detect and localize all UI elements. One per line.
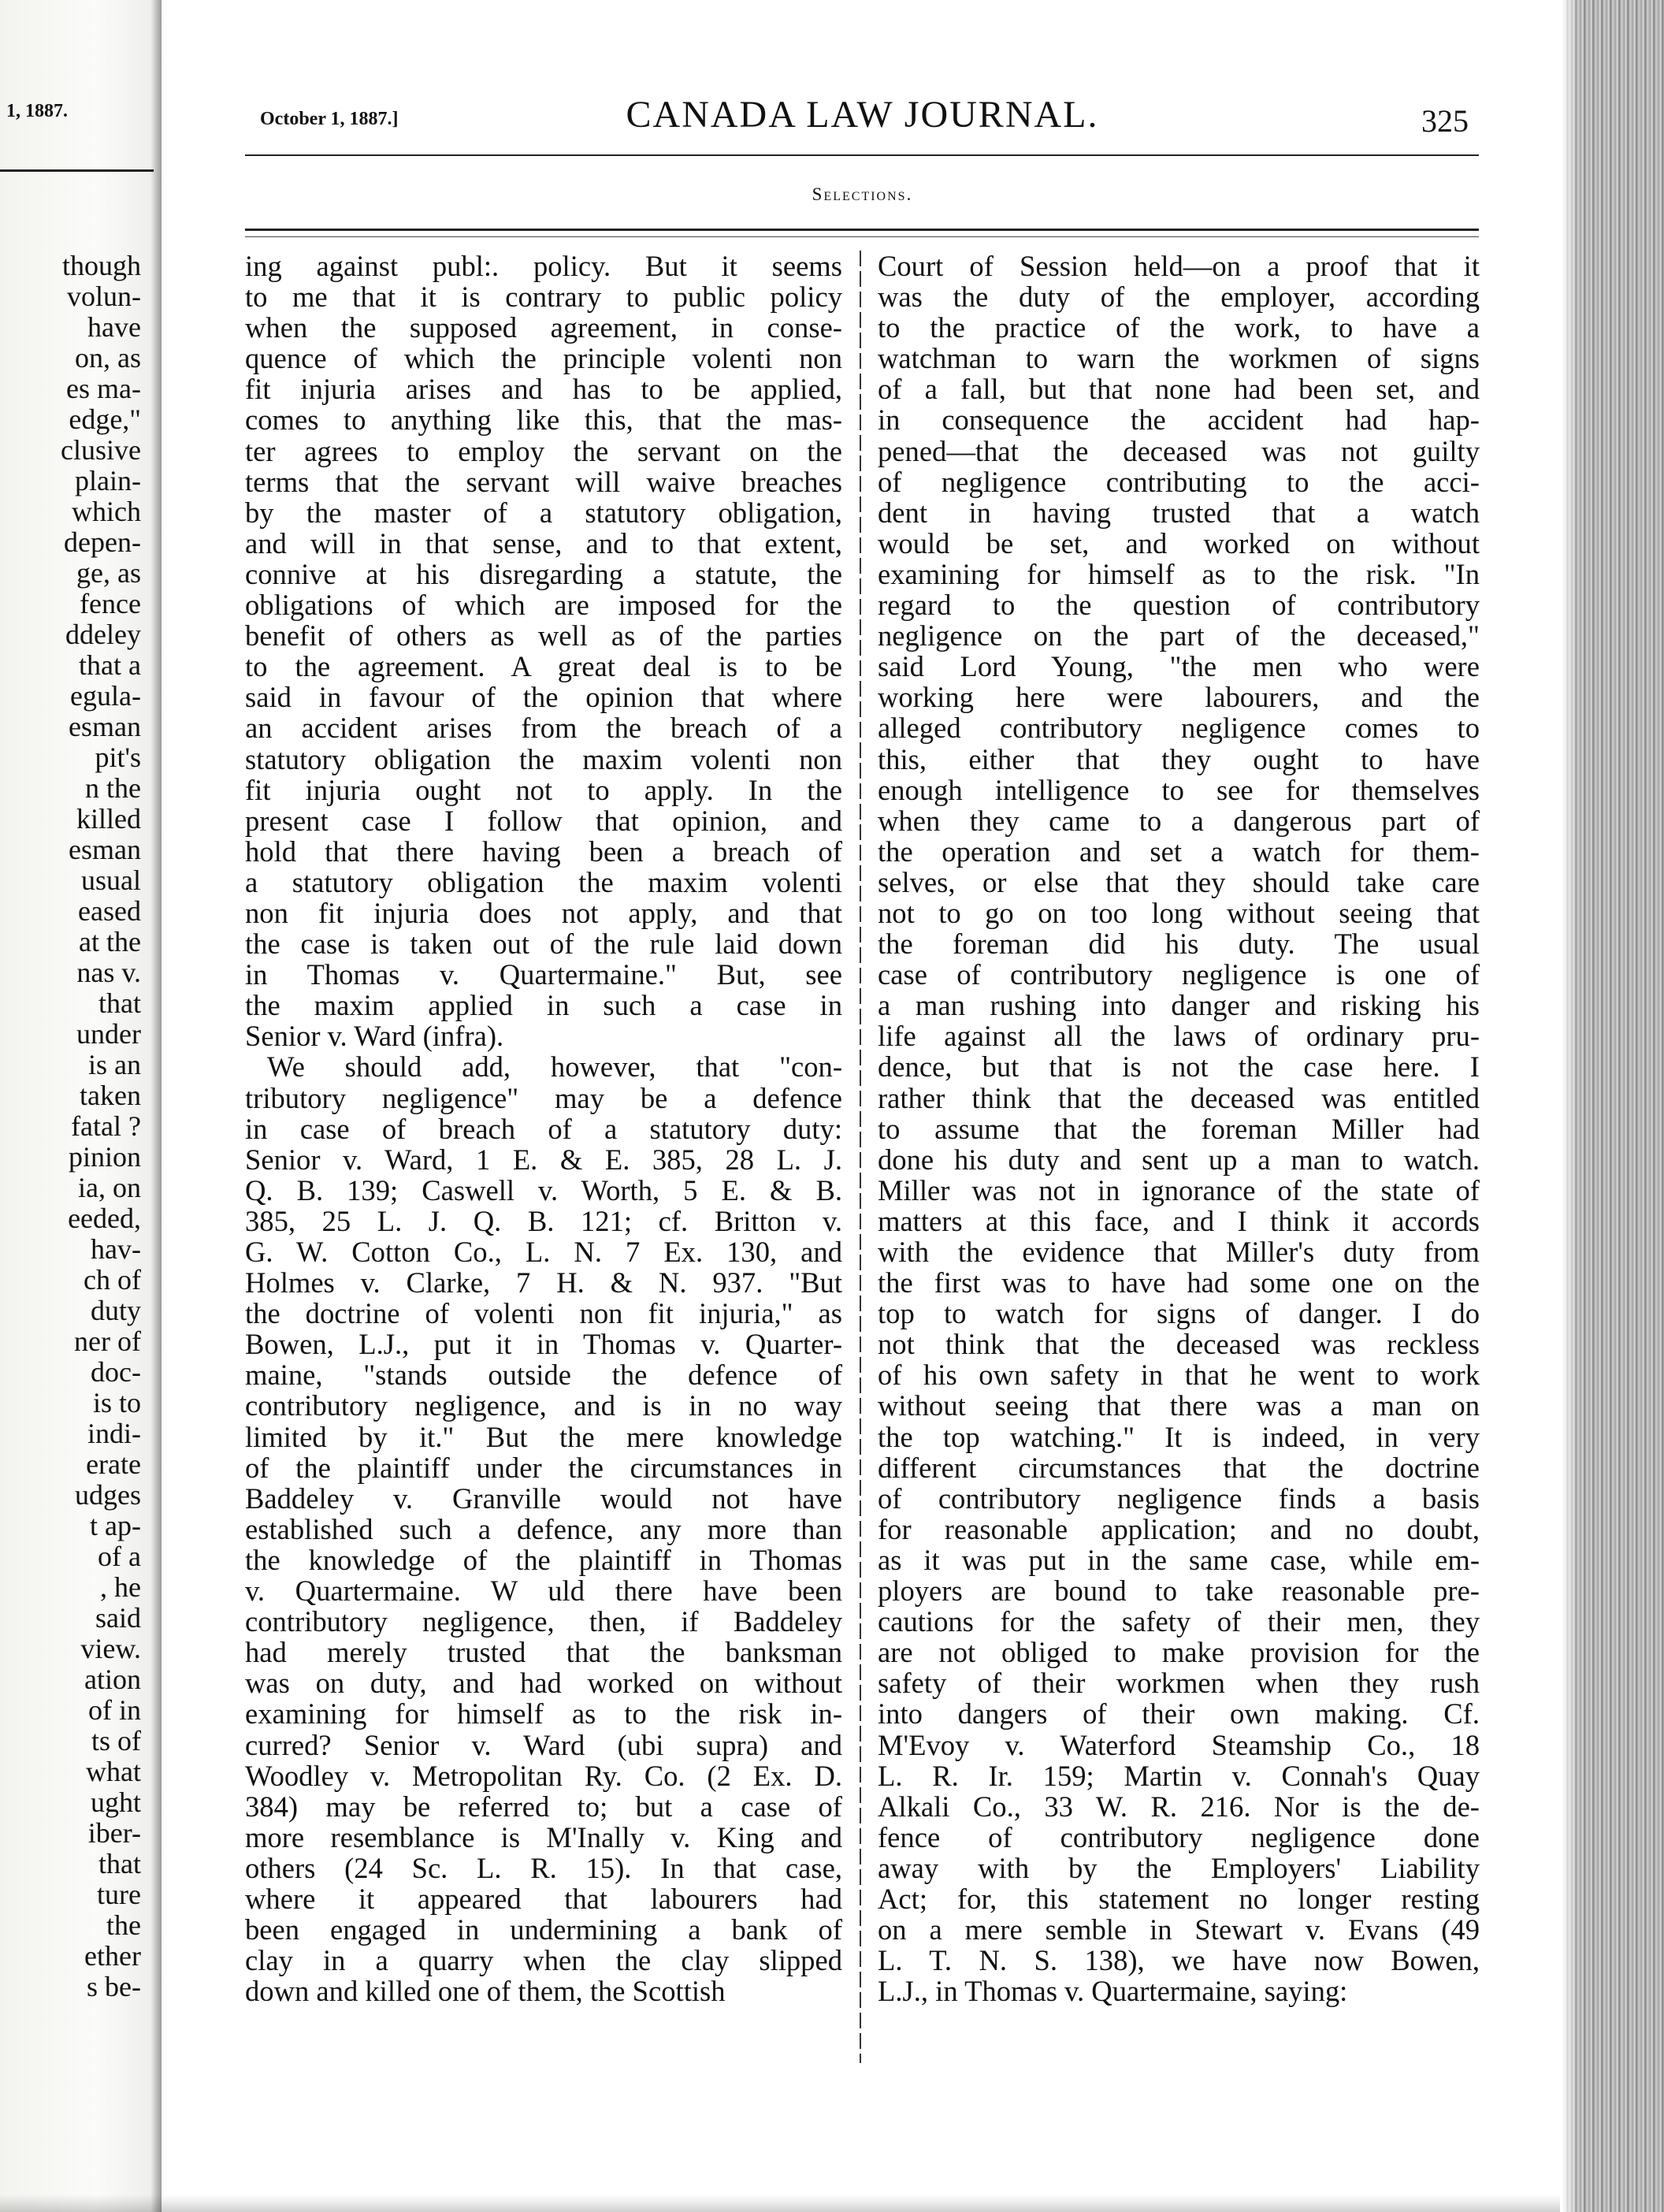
left-column-line: the knowledge of the plaintiff in Thomas xyxy=(245,1543,842,1576)
left-column-line: Q. B. 139; Caswell v. Worth, 5 E. & B. xyxy=(245,1173,842,1206)
previous-page-line: , he xyxy=(100,1571,141,1603)
left-column-line: established such a defence, any more than xyxy=(245,1512,842,1545)
previous-page-line: edge," xyxy=(69,403,141,435)
section-title: Selections. xyxy=(812,184,913,204)
right-column-line: not think that the deceased was reckless xyxy=(878,1328,1480,1361)
left-column-line: an accident arises from the breach of a xyxy=(245,712,842,745)
left-column-line: contributory negligence, then, if Baddeley xyxy=(245,1605,842,1638)
right-column-line: different circumstances that the doctrine xyxy=(878,1451,1480,1484)
previous-page-line: under xyxy=(76,1018,141,1050)
previous-page-line: volun- xyxy=(67,281,141,312)
left-column-line: Holmes v. Clarke, 7 H. & N. 937. "But xyxy=(245,1266,842,1299)
previous-page-line: ether xyxy=(84,1940,141,1972)
left-column-line: 385, 25 L. J. Q. B. 121; cf. Britton v. xyxy=(245,1204,842,1237)
previous-page-line: fence xyxy=(80,588,141,619)
header-rule xyxy=(245,154,1479,156)
left-column-line: benefit of others as well as of the parties xyxy=(245,619,842,652)
left-column-line: ing against publ:. policy. But it seems xyxy=(245,250,842,282)
issue-date: October 1, 1887.] xyxy=(260,109,399,129)
previous-page-line: ia, on xyxy=(78,1172,141,1203)
left-column-line: when the supposed agreement, in conse- xyxy=(245,311,842,344)
previous-page-line: eeded, xyxy=(68,1203,141,1234)
left-column-line: and will in that sense, and to that extent, xyxy=(245,526,842,560)
right-column-line: cautions for the safety of their men, they xyxy=(878,1605,1480,1638)
right-column-line: enough intelligence to see for themselves xyxy=(878,773,1480,806)
right-column-line: dence, but that is not the case here. I xyxy=(878,1050,1480,1084)
left-column-line: limited by it." But the mere knowledge xyxy=(245,1420,842,1453)
previous-page-line: erate xyxy=(86,1448,141,1480)
left-column-line: Woodley v. Metropolitan Ry. Co. (2 Ex. D. xyxy=(245,1759,842,1792)
previous-page-line: es ma- xyxy=(66,373,141,404)
right-column-line: working here were labourers, and the xyxy=(878,681,1480,714)
right-column-line: was the duty of the employer, according xyxy=(878,281,1480,314)
previous-page-line: udges xyxy=(75,1479,141,1511)
left-column-line: Senior v. Ward, 1 E. & E. 385, 28 L. J. xyxy=(245,1143,842,1176)
right-column-line: done his duty and sent up a man to watch. xyxy=(878,1143,1480,1176)
book-page-edges xyxy=(1563,0,1664,2212)
right-column-line: without seeing that there was a man on xyxy=(878,1389,1480,1422)
previous-page-line: that xyxy=(98,1848,141,1879)
left-column-line: more resemblance is M'Inally v. King and xyxy=(245,1820,842,1853)
previous-page-line: pit's xyxy=(95,742,141,773)
left-column-line: v. Quartermaine. W uld there have been xyxy=(245,1574,842,1608)
right-column-line: the foreman did his duty. The usual xyxy=(878,928,1480,961)
left-column-line: present case I follow that opinion, and xyxy=(245,804,842,837)
previous-page-line: what xyxy=(86,1756,141,1787)
right-column-line: life against all the laws of ordinary pru- xyxy=(878,1020,1480,1053)
previous-page-line: though xyxy=(61,250,141,281)
left-column-line: clay in a quarry when the clay slipped xyxy=(245,1944,842,1977)
previous-page-line: which xyxy=(72,496,141,527)
previous-page-line: fatal ? xyxy=(71,1110,141,1142)
left-column-line: was on duty, and had worked on without xyxy=(245,1667,842,1700)
running-head xyxy=(162,85,1563,148)
left-column-line: in Thomas v. Quartermaine." But, see xyxy=(245,958,842,991)
right-column-line: alleged contributory negligence comes to xyxy=(878,712,1480,745)
previous-page-line: ge, as xyxy=(76,557,141,589)
previous-page-line: have xyxy=(87,311,141,343)
left-column-line: comes to anything like this, that the mas- xyxy=(245,403,842,437)
previous-page-line: indi- xyxy=(87,1418,141,1449)
previous-page-line: egula- xyxy=(70,680,141,712)
left-column-line: fit injuria arises and has to be applied, xyxy=(245,373,842,406)
left-column-line: Bowen, L.J., put it in Thomas v. Quarter- xyxy=(245,1328,842,1361)
previous-page-line: the xyxy=(106,1909,141,1941)
left-column-line: statutory obligation the maxim volenti non xyxy=(245,742,842,775)
right-column-line: Miller was not in ignorance of the state of xyxy=(878,1173,1480,1206)
right-column-line: rather think that the deceased was entitled xyxy=(878,1081,1480,1114)
right-column-line: of a fall, but that none had been set, and xyxy=(878,373,1480,406)
right-column-line: regard to the question of contributory xyxy=(878,589,1480,622)
right-column-line: of contributory negligence finds a basis xyxy=(878,1481,1480,1515)
left-column-line: the doctrine of volenti non fit injuria," as xyxy=(245,1297,842,1330)
left-column-line: the maxim applied in such a case in xyxy=(245,989,842,1022)
previous-page-line: eased xyxy=(78,895,141,927)
right-column-line: into dangers of their own making. Cf. xyxy=(878,1697,1480,1731)
previous-page-line: duty xyxy=(90,1295,141,1326)
left-column-line: quence of which the principle volenti non xyxy=(245,342,842,375)
right-column-line: this, either that they ought to have xyxy=(878,742,1480,775)
previous-page-header: 1, 1887. xyxy=(6,101,68,121)
right-column-line: are not obliged to make provision for the xyxy=(878,1636,1480,1669)
previous-page-line: ner of xyxy=(74,1325,141,1357)
left-column-line: We should add, however, that "con- xyxy=(267,1050,842,1084)
right-column-line: Court of Session held—on a proof that it xyxy=(878,250,1480,282)
previous-page-text xyxy=(61,251,141,2002)
left-column-line: Senior v. Ward (infra). xyxy=(245,1020,504,1053)
previous-page-line: hav- xyxy=(91,1233,141,1265)
previous-page-line: of a xyxy=(98,1541,141,1572)
previous-page-line: n the xyxy=(85,772,141,804)
previous-page-line: s be- xyxy=(87,1971,141,2002)
previous-page-line: at the xyxy=(79,926,141,957)
left-column-line: down and killed one of them, the Scottish xyxy=(245,1975,726,2008)
left-column-line: maine, "stands outside the defence of xyxy=(245,1359,842,1392)
right-column-line: the top watching." It is indeed, in very xyxy=(878,1420,1480,1453)
left-column-line: to me that it is contrary to public policy xyxy=(245,281,842,314)
right-column-line: on a mere semble in Stewart v. Evans (49 xyxy=(878,1913,1480,1946)
right-column-line: with the evidence that Miller's duty from xyxy=(878,1236,1480,1268)
journal-title: CANADA LAW JOURNAL. xyxy=(626,94,1099,136)
left-column-line: ter agrees to employ the servant on the xyxy=(245,434,842,467)
right-column-line: a man rushing into danger and risking his xyxy=(878,989,1480,1022)
left-column-line: contributory negligence, and is in no way xyxy=(245,1389,842,1422)
left-column-line: non fit injuria does not apply, and that xyxy=(245,896,842,929)
previous-page-line: that xyxy=(98,987,141,1019)
previous-page-line: depen- xyxy=(64,526,141,558)
right-column-line: away with by the Employers' Liability xyxy=(878,1851,1480,1884)
left-column-line: examining for himself as to the risk in- xyxy=(245,1697,842,1731)
journal-page xyxy=(162,0,1563,2212)
right-column-line: of his own safety in that he went to work xyxy=(878,1359,1480,1392)
right-column-line: dent in having trusted that a watch xyxy=(878,496,1480,529)
right-column-line: said Lord Young, "the men who were xyxy=(878,650,1480,683)
right-column-line: as it was put in the same case, while em- xyxy=(878,1543,1480,1576)
left-column-line: hold that there having been a breach of xyxy=(245,835,842,868)
previous-page-line: taken xyxy=(80,1080,141,1111)
left-column-line: a statutory obligation the maxim volenti xyxy=(245,865,842,898)
right-column-line: fence of contributory negligence done xyxy=(878,1820,1480,1853)
previous-page-line: is an xyxy=(88,1049,141,1080)
right-column-line: not to go on too long without seeing that xyxy=(878,896,1480,929)
previous-page-line: plain- xyxy=(75,465,141,496)
right-column-text xyxy=(878,251,1480,2006)
left-column-line: others (24 Sc. L. R. 15). In that case, xyxy=(245,1851,842,1884)
previous-page-line: said xyxy=(95,1602,141,1634)
previous-page-line: doc- xyxy=(91,1356,141,1388)
previous-page-margin xyxy=(0,0,162,2212)
left-column-line: where it appeared that labourers had xyxy=(245,1882,842,1915)
left-column-line: curred? Senior v. Ward (ubi supra) and xyxy=(245,1728,842,1761)
right-column-line: examining for himself as to the risk. "In xyxy=(878,557,1480,590)
previous-page-line: is to xyxy=(92,1387,141,1418)
right-column-line: pened—that the deceased was not guilty xyxy=(878,434,1480,467)
left-column-line: of the plaintiff under the circumstances in xyxy=(245,1451,842,1484)
right-column-line: to assume that the foreman Miller had xyxy=(878,1112,1480,1145)
right-column-line: Alkali Co., 33 W. R. 216. Nor is the de- xyxy=(878,1790,1480,1823)
right-column-line: L. T. N. S. 138), we have now Bowen, xyxy=(878,1944,1480,1977)
left-column-line: to the agreement. A great deal is to be xyxy=(245,650,842,683)
left-column-line: by the master of a statutory obligation, xyxy=(245,496,842,529)
gutter-shadow xyxy=(150,0,162,2212)
scan-bottom-edge xyxy=(0,2195,1560,2212)
previous-page-line: ddeley xyxy=(65,619,141,650)
previous-page-line: esman xyxy=(69,711,141,742)
previous-page-line: usual xyxy=(81,864,141,896)
previous-page-line: ture xyxy=(97,1879,141,1910)
right-column-line: the operation and set a watch for them- xyxy=(878,835,1480,868)
right-column-line: of negligence contributing to the acci- xyxy=(878,465,1480,498)
left-column-line: G. W. Cotton Co., L. N. 7 Ex. 130, and xyxy=(245,1236,842,1268)
right-column-line: L.J., in Thomas v. Quartermaine, saying: xyxy=(878,1975,1348,2008)
left-column-line: the case is taken out of the rule laid down xyxy=(245,928,842,961)
left-column-line: fit injuria ought not to apply. In the xyxy=(245,773,842,806)
previous-page-line: ts of xyxy=(91,1725,141,1757)
previous-page-rule xyxy=(0,169,154,172)
right-column-line: watchman to warn the workmen of signs xyxy=(878,342,1480,375)
previous-page-line: iber- xyxy=(87,1817,141,1849)
right-column-line: safety of their workmen when they rush xyxy=(878,1667,1480,1700)
right-column-line: M'Evoy v. Waterford Steamship Co., 18 xyxy=(878,1728,1480,1761)
right-column-line: for reasonable application; and no doubt, xyxy=(878,1512,1480,1545)
right-column-line: selves, or else that they should take care xyxy=(878,865,1480,898)
left-column-line: obligations of which are imposed for the xyxy=(245,589,842,622)
previous-page-line: clusive xyxy=(61,434,141,466)
left-column-line: had merely trusted that the banksman xyxy=(245,1636,842,1669)
section-rule-thick xyxy=(245,229,1479,231)
column-divider xyxy=(860,251,861,2063)
previous-page-line: of in xyxy=(88,1694,141,1726)
right-column-line: Act; for, this statement no longer resting xyxy=(878,1882,1480,1915)
previous-page-line: on, as xyxy=(75,342,141,374)
right-column-line: in consequence the accident had hap- xyxy=(878,403,1480,437)
left-column-line: said in favour of the opinion that where xyxy=(245,681,842,714)
right-column-line: case of contributory negligence is one of xyxy=(878,958,1480,991)
left-column-line: 384) may be referred to; but a case of xyxy=(245,1790,842,1823)
previous-page-line: esman xyxy=(69,834,141,865)
previous-page-line: that a xyxy=(79,649,141,681)
right-column-line: when they came to a dangerous part of xyxy=(878,804,1480,837)
page-number: 325 xyxy=(1421,103,1469,139)
left-column-text xyxy=(245,251,842,2006)
previous-page-line: ch of xyxy=(84,1264,141,1296)
previous-page-line: pinion xyxy=(68,1141,141,1173)
left-column-line: Baddeley v. Granville would not have xyxy=(245,1481,842,1515)
previous-page-line: view. xyxy=(80,1633,141,1664)
right-column-line: negligence on the part of the deceased," xyxy=(878,619,1480,652)
section-rule-thin xyxy=(245,236,1479,237)
right-column-line: the first was to have had some one on the xyxy=(878,1266,1480,1299)
right-column-line: to the practice of the work, to have a xyxy=(878,311,1480,344)
previous-page-line: t ap- xyxy=(90,1510,141,1541)
right-column-line: ployers are bound to take reasonable pre- xyxy=(878,1574,1480,1608)
left-column-line: been engaged in undermining a bank of xyxy=(245,1913,842,1946)
right-column-line: would be set, and worked on without xyxy=(878,526,1480,560)
right-column-line: matters at this face, and I think it accords xyxy=(878,1204,1480,1237)
left-column-line: in case of breach of a statutory duty: xyxy=(245,1112,842,1145)
previous-page-line: nas v. xyxy=(76,957,141,988)
right-column-line: L. R. Ir. 159; Martin v. Connah's Quay xyxy=(878,1759,1480,1792)
previous-page-line: killed xyxy=(76,803,141,835)
left-column-line: tributory negligence" may be a defence xyxy=(245,1081,842,1114)
previous-page-line: ation xyxy=(84,1664,141,1695)
left-column-line: terms that the servant will waive breaches xyxy=(245,465,842,498)
right-column-line: top to watch for signs of danger. I do xyxy=(878,1297,1480,1330)
left-column-line: connive at his disregarding a statute, the xyxy=(245,557,842,590)
previous-page-line: ught xyxy=(90,1786,141,1818)
